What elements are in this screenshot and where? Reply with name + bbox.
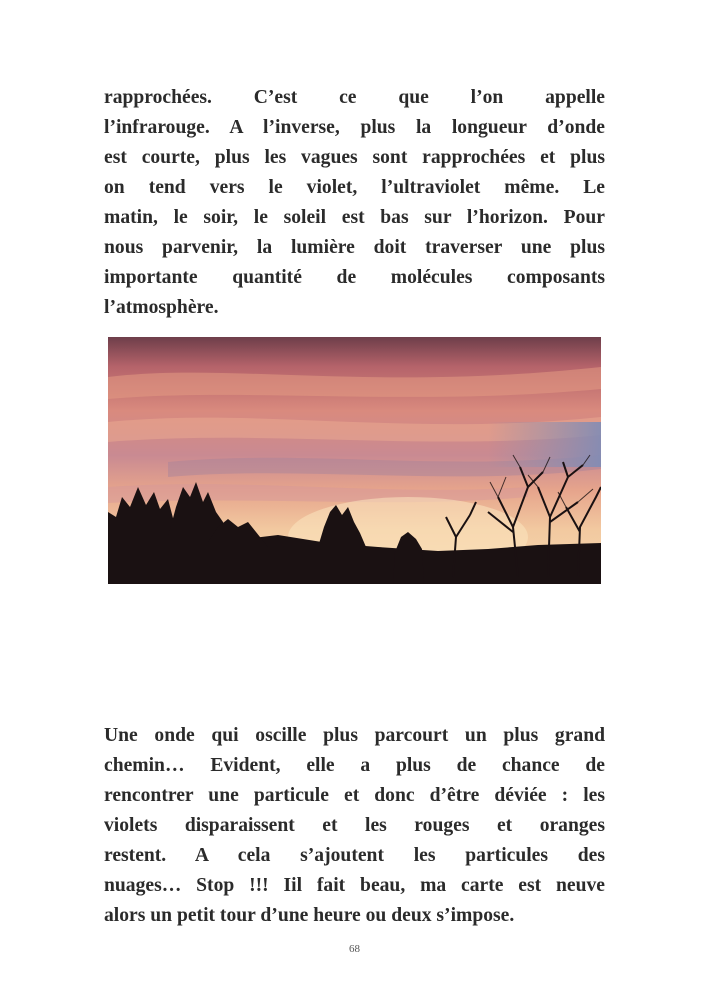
text-line: l’atmosphère. (104, 297, 219, 318)
paragraph-1 (104, 83, 605, 323)
page-number: 68 (349, 943, 360, 955)
text-line: rencontrer une particule et donc d’être déviée : les (104, 785, 605, 806)
text-line: alors un petit tour d’une heure ou deux s’impose. (104, 905, 515, 926)
text-line: est courte, plus les vagues sont rapprochées et plus (104, 147, 605, 168)
text-line: nuages… Stop !!! Iil fait beau, ma carte est neuve (104, 875, 605, 896)
text-line: l’infrarouge. A l’inverse, plus la longueur d’onde (104, 117, 605, 138)
text-line: violets disparaissent et les rouges et oranges (104, 815, 605, 836)
text-line: Une onde qui oscille plus parcourt un plus grand (104, 725, 605, 746)
text-line: rapprochées. C’est ce que l’on appelle (104, 87, 605, 108)
text-line: on tend vers le violet, l’ultraviolet même. Le (104, 177, 605, 198)
text-line: nous parvenir, la lumière doit traverser une plus (104, 237, 605, 258)
paragraph-2 (104, 721, 605, 931)
sunset-photo (108, 337, 601, 584)
text-line: restent. A cela s’ajoutent les particules des (104, 845, 605, 866)
text-line: matin, le soir, le soleil est bas sur l’horizon. Pour (104, 207, 605, 228)
text-line: importante quantité de molécules composants (104, 267, 605, 288)
text-line: chemin… Evident, elle a plus de chance de (104, 755, 605, 776)
